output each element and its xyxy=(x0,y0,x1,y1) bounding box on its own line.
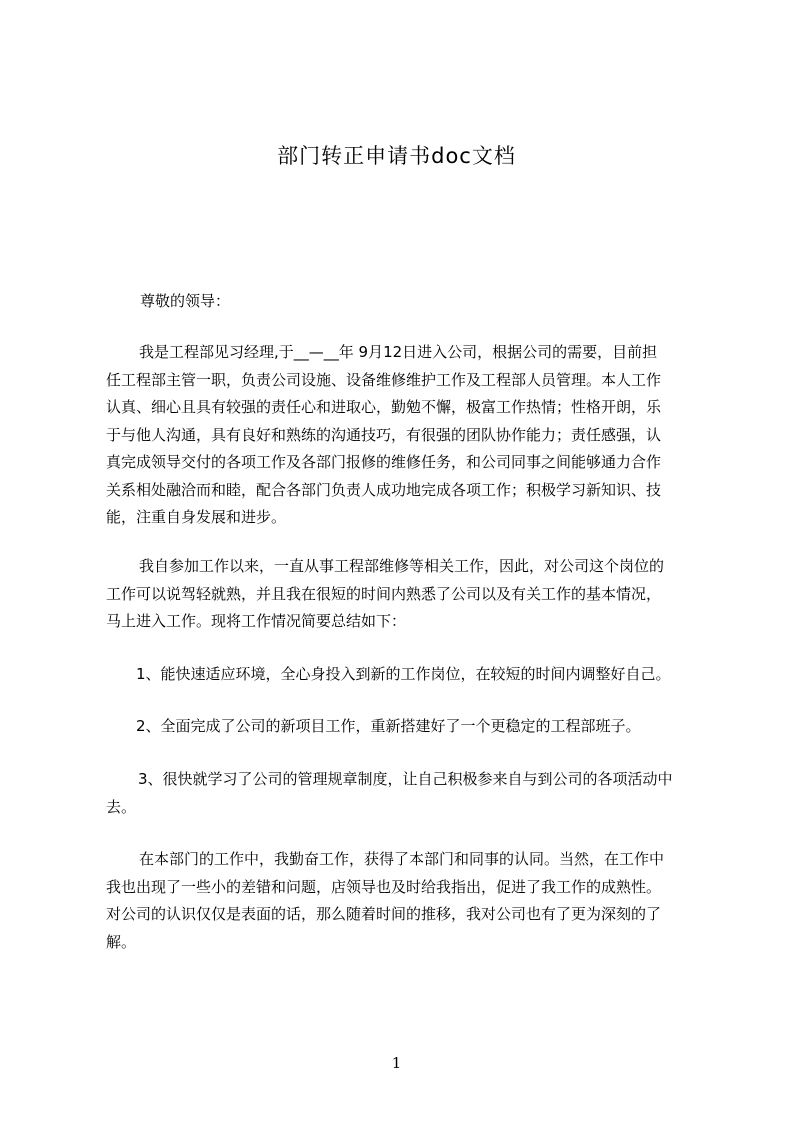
paragraph-line: 工作可以说驾轻就熟，并且我在很短的时间内熟悉了公司以及有关工作的基本情况， xyxy=(106,584,662,603)
paragraph-line: 我是工程部见习经理,于__—__年 9月12日进入公司，根据公司的需要，目前担 xyxy=(139,343,658,361)
paragraph-line: 对公司的认识仅仅是表面的话，那么随着时间的推移，我对公司也有了更为深刻的了 xyxy=(106,905,662,923)
paragraph-line: 我也出现了一些小的差错和问题，店领导也及时给我指出，促进了我工作的成熟性。 xyxy=(106,877,662,896)
list-item-3 xyxy=(106,766,702,821)
salutation: 尊敬的领导： xyxy=(140,292,231,310)
document-title: 部门转正申请书doc文档 xyxy=(277,144,516,168)
paragraph-line: 3、很快就学习了公司的管理规章制度，让自己积极参来自与到公司的各项活动中 xyxy=(138,770,673,788)
paragraph-line: 马上进入工作。现将工作情况简要总结如下： xyxy=(106,612,407,630)
paragraph-line: 在本部门的工作中，我勤奋工作，获得了本部门和同事的认同。当然，在工作中 xyxy=(139,850,665,868)
paragraph-intro xyxy=(106,339,702,532)
paragraph-line: 我自参加工作以来，一直从事工程部维修等相关工作，因此，对公司这个岗位的 xyxy=(139,557,665,575)
paragraph-line: 任工程部主管一职，负责公司设施、设备维修维护工作及工程部人员管理。本人工作 xyxy=(106,370,662,389)
list-item-2: 2、全面完成了公司的新项目工作，重新搭建好了一个更稳定的工程部班子。 xyxy=(136,717,641,735)
paragraph-line: 去。 xyxy=(106,797,137,816)
paragraph-line: 真完成领导交付的各项工作及各部门报修的维修任务，和公司同事之间能够通力合作 xyxy=(106,453,662,471)
page-number: 1 xyxy=(391,1054,402,1072)
paragraph-experience xyxy=(106,553,702,636)
paragraph-line: 解。 xyxy=(106,932,137,951)
paragraph-line: 关系相处融洽而和睦，配合各部门负责人成功地完成各项工作；积极学习新知识、技 xyxy=(106,480,662,499)
paragraph-line: 能，注重自身发展和进步。 xyxy=(106,508,287,526)
list-item-1: 1、能快速适应环境，全心身投入到新的工作岗位，在较短的时间内调整好自己。 xyxy=(136,665,671,683)
paragraph-summary xyxy=(106,846,702,956)
paragraph-line: 认真、细心且具有较强的责任心和进取心，勤勉不懈，极富工作热情；性格开朗，乐 xyxy=(106,398,662,416)
paragraph-line: 于与他人沟通，具有良好和熟练的沟通技巧，有很强的团队协作能力；责任感强，认 xyxy=(106,425,662,444)
